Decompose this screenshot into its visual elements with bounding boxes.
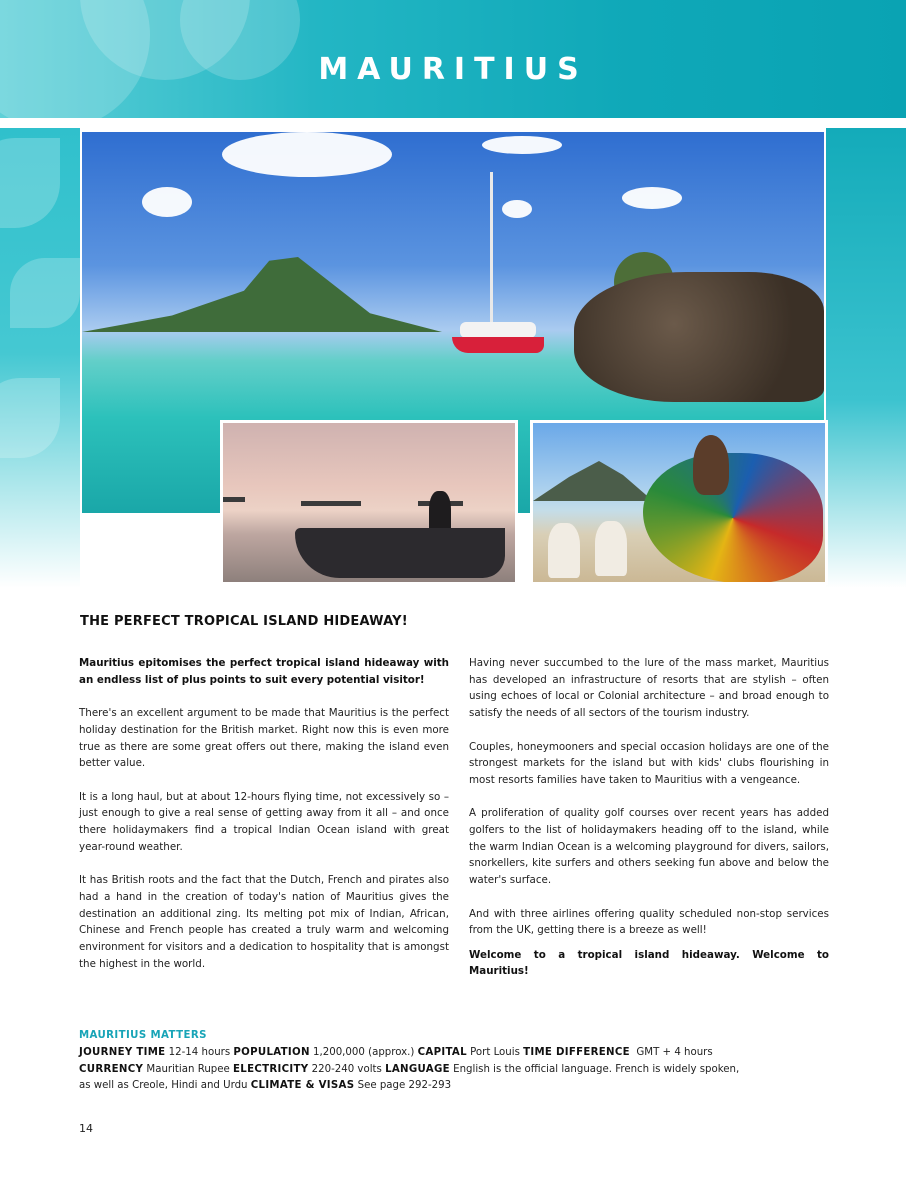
catamaran-deck (460, 322, 536, 338)
article-left-column (79, 655, 449, 989)
cloud (142, 187, 192, 217)
article-paragraph: And with three airlines offering quality scheduled non-stop services from the UK, getting there is a breeze as well! (469, 907, 829, 937)
article-intro: Mauritius epitomises the perfect tropical island hideaway with an endless list of plus points to suit every potential visitor! (79, 657, 449, 686)
distant-mountain (533, 461, 653, 501)
fact-value: Port Louis (466, 1046, 524, 1058)
cloud (222, 132, 392, 177)
fact-label: ELECTRICITY (233, 1063, 309, 1075)
right-decorative-panel (826, 118, 906, 588)
dancer (693, 435, 729, 495)
fact-value: Mauritian Rupee (143, 1063, 234, 1075)
facts-line (79, 1078, 779, 1095)
article-closing: Welcome to a tropical island hideaway. Welcome to Mauritius! (469, 948, 829, 978)
facts-line (79, 1062, 779, 1079)
fact-label: JOURNEY TIME (79, 1046, 166, 1058)
fishing-boat (295, 528, 505, 578)
sailboat-mast (490, 172, 493, 332)
fact-value: 1,200,000 (approx.) (309, 1046, 418, 1058)
mountain-island (82, 257, 442, 332)
fact-value: GMT + 4 hours (629, 1046, 713, 1058)
fact-label: POPULATION (233, 1046, 310, 1058)
decorative-petal (10, 258, 80, 328)
catamaran-hull (452, 337, 544, 353)
article-paragraph: Couples, honeymooners and special occasion holidays are one of the strongest markets for the island but with kids' clubs flourishing in most resorts families have taken to Mauritius with a vengeance. (469, 740, 829, 786)
volcanic-rock (574, 272, 824, 402)
cloud (482, 136, 562, 154)
header-band (0, 0, 906, 118)
fact-label: CAPITAL (417, 1046, 467, 1058)
article-paragraph: Having never succumbed to the lure of the mass market, Mauritius has developed an infrastructure of resorts that are stylish – often using echoes of local or Colonial architecture – and broad enough to satisfy the needs of all sectors of the tourism industry. (469, 657, 829, 720)
inset-photo-sunset-fisherman (220, 420, 518, 585)
facts-line (79, 1045, 779, 1062)
cloud (622, 187, 682, 209)
page-title: MAURITIUS (318, 52, 588, 87)
article-paragraph: A proliferation of quality golf courses over recent years has added golfers to the list of holidaymakers heading off to the island, while the warm Indian Ocean is a welcoming playground for divers, sailors, snorkellers, kite surfers and others seeking fun above and below the water's surface. (469, 807, 829, 887)
fact-value: English is the official language. French is widely spoken, (449, 1063, 740, 1075)
fact-label: CLIMATE & VISAS (250, 1080, 355, 1092)
article-right-column (469, 655, 829, 997)
facts-box (79, 1028, 779, 1095)
fact-value: See page 292-293 (354, 1080, 452, 1092)
decorative-petal (0, 138, 60, 228)
fact-value: as well as Creole, Hindi and Urdu (79, 1080, 251, 1092)
fact-label: LANGUAGE (385, 1063, 450, 1075)
inset-photo-sega-dancer (530, 420, 828, 585)
page-number: 14 (79, 1122, 93, 1135)
article-paragraph: There's an excellent argument to be made that Mauritius is the perfect holiday destination for the British market. Right now this is even more true as there are some great offers out there, making the island even better value. (79, 707, 449, 770)
fact-label: TIME DIFFERENCE (523, 1046, 630, 1058)
fact-value: 12-14 hours (165, 1046, 234, 1058)
fact-label: CURRENCY (79, 1063, 144, 1075)
fact-value: 220-240 volts (308, 1063, 386, 1075)
article-paragraph: It has British roots and the fact that the Dutch, French and pirates also had a hand in the creation of today's nation of Mauritius gives the destination an additional zing. Its melting pot mix of Indian, African, Chinese and French people has created a truly warm and welcoming environment for visitors and a dedication to hospitality that is amongst the highest in the world. (79, 874, 449, 970)
distant-boat (301, 501, 361, 506)
header-divider (0, 118, 906, 128)
drummer (595, 521, 627, 576)
distant-boat (223, 497, 245, 502)
left-decorative-panel (0, 118, 80, 588)
decorative-petal (0, 378, 60, 458)
drummer (548, 523, 580, 578)
cloud (502, 200, 532, 218)
dancer-skirt (643, 453, 823, 583)
facts-title: MAURITIUS MATTERS (79, 1030, 207, 1041)
article-heading: THE PERFECT TROPICAL ISLAND HIDEAWAY! (80, 614, 408, 629)
article-paragraph: It is a long haul, but at about 12-hours flying time, not excessively so – just enough to give a real sense of getting away from it all – and once there holidaymakers find a tropical Indian Ocean island with great year-round weather. (79, 790, 449, 853)
